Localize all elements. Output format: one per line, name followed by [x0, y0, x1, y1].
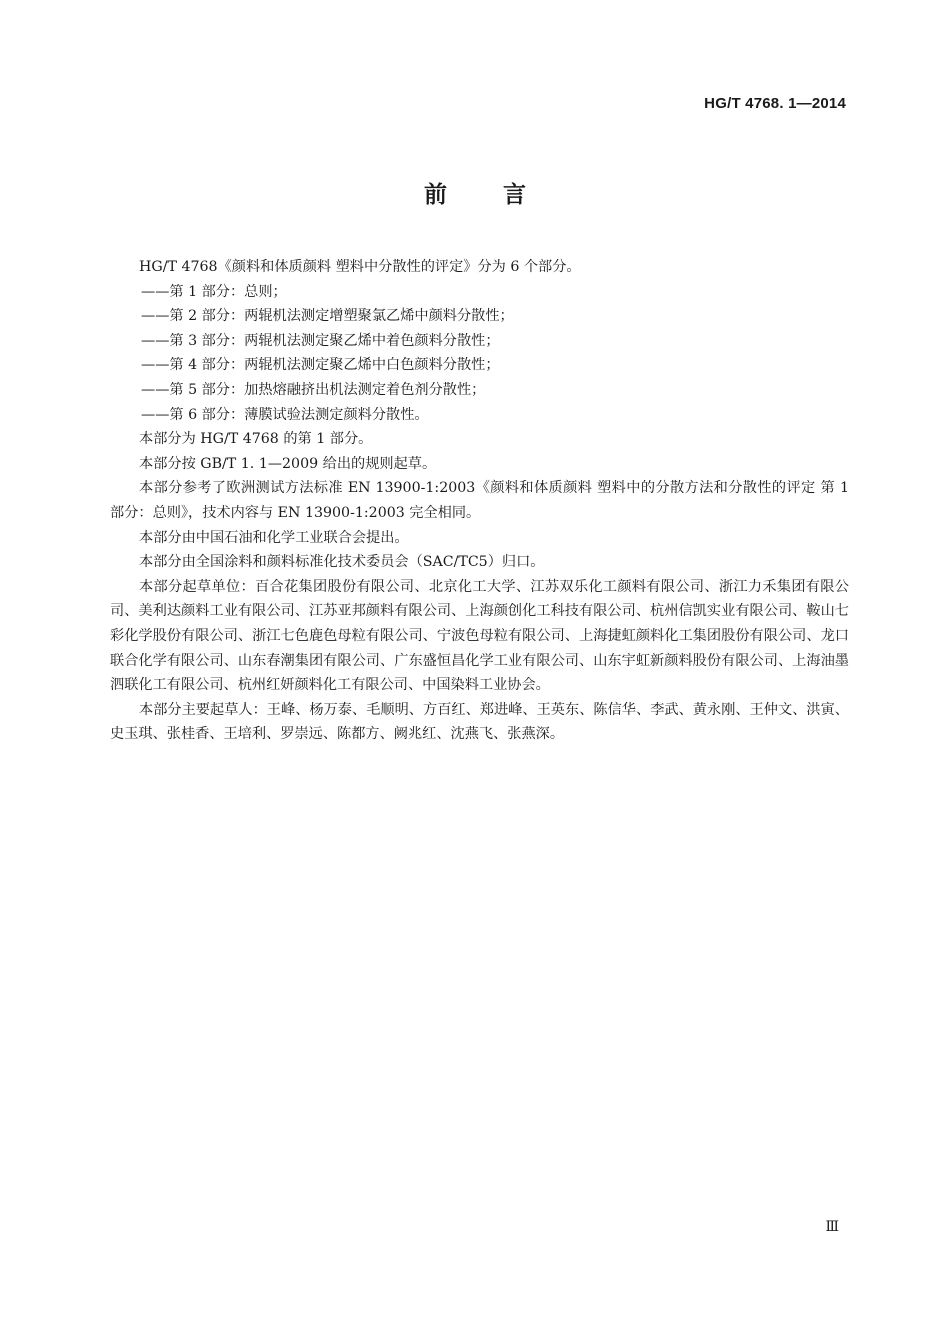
main-drafters: 本部分主要起草人：王峰、杨万泰、毛顺明、方百红、郑进峰、王英东、陈信华、李武、黄永刚、王仲文、洪寅、史玉琪、张桂香、王培利、罗崇远、陈都方、阙兆红、沈燕飞、张燕深。	[110, 701, 849, 743]
list-item: ——第 4 部分：两辊机法测定聚乙烯中白色颜料分散性；	[141, 357, 500, 374]
list-item: ——第 3 部分：两辊机法测定聚乙烯中着色颜料分散性；	[141, 332, 500, 349]
list-item: ——第 2 部分：两辊机法测定增塑聚氯乙烯中颜料分散性；	[141, 308, 514, 325]
reference-standard: 本部分参考了欧洲测试方法标准 EN 13900-1:2003《颜料和体质颜料 塑料中的分散方法和分散性的评定 第 1 部分：总则》，技术内容与 EN 13900-1:2003 完全相同。	[110, 480, 849, 521]
list-item: ——第 6 部分：薄膜试验法测定颜料分散性。	[141, 406, 429, 423]
administrator: 本部分由全国涂料和颜料标准化技术委员会（SAC/TC5）归口。	[139, 554, 545, 571]
page-number: Ⅲ	[825, 1219, 839, 1235]
list-item: ——第 1 部分：总则；	[141, 283, 287, 300]
list-item: ——第 5 部分：加热熔融挤出机法测定着色剂分散性；	[141, 381, 486, 398]
drafting-rules: 本部分按 GB/T 1. 1—2009 给出的规则起草。	[139, 455, 437, 472]
part-statement: 本部分为 HG/T 4768 的第 1 部分。	[139, 431, 373, 448]
document-body	[110, 255, 849, 747]
proposer: 本部分由中国石油和化学工业联合会提出。	[139, 529, 409, 546]
drafting-organizations: 本部分起草单位：百合花集团股份有限公司、北京化工大学、江苏双乐化工颜料有限公司、浙江力禾集团有限公司、美利达颜料工业有限公司、江苏亚邦颜料有限公司、上海颜创化工科技有限公司、杭州信凯实业有限公司、鞍山七彩化学股份有限公司、浙江七色鹿色母粒有限公司、宁波色母粒有限公司、上海捷虹颜料化工集团股份有限公司、龙口联合化学有限公司、山东春潮集团有限公司、广东盛恒昌化学工业有限公司、山东宇虹新颜料股份有限公司、上海油墨泗联化工有限公司、杭州红妍颜料化工有限公司、中国染料工业协会。	[110, 578, 849, 694]
standard-number: HG/T 4768. 1—2014	[704, 95, 846, 112]
page-title: 前言	[424, 182, 582, 208]
intro-paragraph: HG/T 4768《颜料和体质颜料 塑料中分散性的评定》分为 6 个部分。	[139, 259, 581, 275]
